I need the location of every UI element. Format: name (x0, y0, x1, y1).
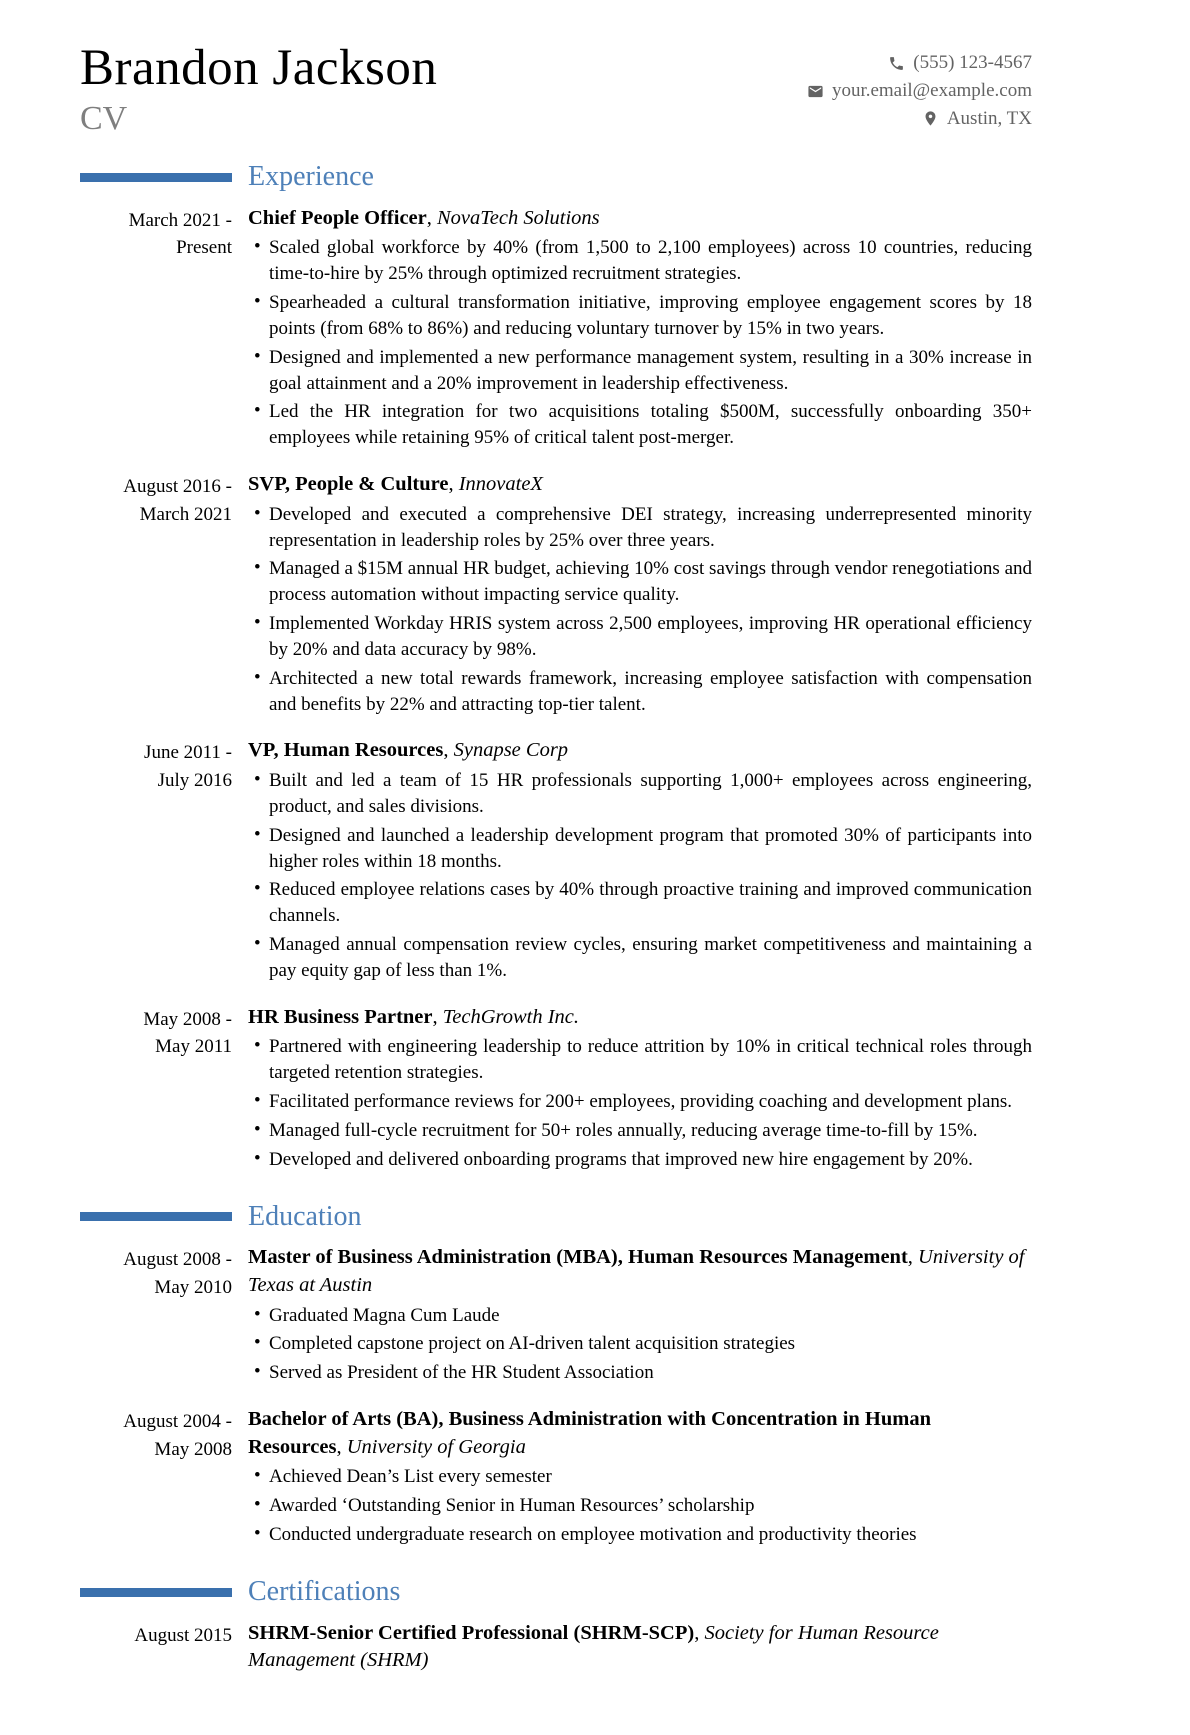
entry-bullet-list (248, 502, 1032, 718)
entry-date-line: Present (176, 237, 232, 259)
entry-dates (80, 471, 232, 720)
entry-date-line: August 2015 (134, 1624, 232, 1646)
entry (80, 1406, 1032, 1551)
entry-bullet: • Implemented Workday HRIS system across 2,500 employees, improving HR operational efficiency by 20% and data accuracy by 98%. (248, 611, 1032, 663)
entry-title (248, 1620, 1032, 1675)
contact-phone-text: (555) 123-4567 (913, 52, 1032, 73)
document-body (80, 162, 1032, 1678)
email-icon (807, 83, 824, 100)
entry-dates (80, 737, 232, 986)
entry-dates (80, 1004, 232, 1176)
cv-subtitle: CV (80, 100, 128, 138)
entry-role: Bachelor of Arts (BA), Business Administration with Concentration in Human Resources (248, 1408, 932, 1458)
entry (80, 1244, 1032, 1389)
entry-title (248, 1406, 1032, 1461)
section-header-experience (80, 162, 1032, 193)
contact-email (807, 80, 1032, 103)
entry-date-line: August 2004 - (123, 1411, 232, 1433)
section-header-education (80, 1202, 1032, 1233)
entry-bullet: • Designed and implemented a new performance management system, resulting in a 30% increase in goal attainment and a 20% improvement in leadership effectiveness. (248, 345, 1032, 397)
entry-date-line: May 2008 (154, 1438, 232, 1460)
entry-title (248, 205, 1032, 233)
entry-content (248, 205, 1032, 454)
entry-date-line: June 2011 - (144, 742, 232, 764)
entry-role: HR Business Partner (248, 1005, 433, 1028)
entry-date-line: August 2016 - (123, 476, 232, 498)
entry-role: SVP, People & Culture (248, 473, 449, 496)
contact-location (807, 108, 1032, 131)
section-title: Certifications (248, 1575, 401, 1607)
contact-email-text: your.email@example.com (831, 79, 1032, 101)
entry-bullet: • Built and led a team of 15 HR professionals supporting 1,000+ employees across engineering, product, and sales divisions. (248, 768, 1032, 820)
entry-dates (80, 1244, 232, 1389)
contact-location-text: Austin, TX (946, 107, 1032, 129)
cv-header (80, 42, 1032, 136)
section-education (80, 1202, 1032, 1551)
entry-organization: University of Texas at Austin (248, 1246, 1025, 1296)
section-certifications (80, 1577, 1032, 1678)
entry-title (248, 737, 1032, 765)
entry-date-line: March 2021 (139, 503, 232, 525)
entry-bullet: • Led the HR integration for two acquisitions totaling $500M, successfully onboarding 350+ employees while retaining 95% of critical talent post-merger. (248, 399, 1032, 451)
location-icon (922, 110, 939, 127)
entry-dates (80, 205, 232, 454)
entry-bullet: • Served as President of the HR Student Association (248, 1360, 1032, 1386)
section-rule (80, 173, 232, 182)
section-rule (80, 1588, 232, 1597)
entry-date-line: May 2008 - (143, 1008, 232, 1030)
entry-date-line: May 2011 (155, 1036, 232, 1058)
phone-icon (888, 55, 905, 72)
entry-content (248, 737, 1032, 986)
entry-bullet-list (248, 768, 1032, 984)
entry-bullet: • Conducted undergraduate research on employee motivation and productivity theories (248, 1522, 1032, 1548)
entry-bullet: • Reduced employee relations cases by 40% through proactive training and improved communication channels. (248, 877, 1032, 929)
entry-bullet: • Scaled global workforce by 40% (from 1,500 to 2,100 employees) across 10 countries, reducing time-to-hire by 25% through optimized recruitment strategies. (248, 235, 1032, 287)
entry-bullet: • Facilitated performance reviews for 200+ employees, providing coaching and development plans. (248, 1089, 1032, 1115)
entry-organization: Society for Human Resource Management (SHRM) (248, 1621, 939, 1672)
entry-organization: InnovateX (458, 473, 543, 496)
section-header-certifications (80, 1577, 1032, 1608)
entry-bullet-list (248, 1464, 1032, 1547)
entry-bullet: • Awarded ‘Outstanding Senior in Human Resources’ scholarship (248, 1493, 1032, 1519)
entry-title-separator: , (336, 1435, 347, 1458)
section-rule (80, 1212, 232, 1221)
entry-role: Chief People Officer (248, 206, 427, 229)
entry-content (248, 1620, 1032, 1678)
entry-date-line: August 2008 - (123, 1249, 232, 1271)
entry (80, 1004, 1032, 1176)
entry-bullet-list (248, 1303, 1032, 1386)
entry-bullet: • Spearheaded a cultural transformation initiative, improving employee engagement scores by 18 points (from 68% to 86%) and reducing voluntary turnover by 15% in two years. (248, 290, 1032, 342)
entry-bullet: • Achieved Dean’s List every semester (248, 1464, 1032, 1490)
entry-content (248, 1004, 1032, 1176)
entry-title-separator: , (432, 1005, 443, 1028)
entry-title-separator: , (426, 206, 437, 229)
entry-organization: University of Georgia (346, 1435, 526, 1458)
entry-date-line: July 2016 (157, 769, 232, 791)
entry-organization: TechGrowth Inc. (442, 1005, 580, 1028)
entry-bullet-list (248, 1034, 1032, 1172)
entry (80, 1620, 1032, 1678)
section-experience (80, 162, 1032, 1176)
entry-role: Master of Business Administration (MBA), Human Resources Management (248, 1246, 908, 1269)
entry-role: SHRM-Senior Certified Professional (SHRM-SCP) (248, 1621, 695, 1644)
entry-title (248, 1244, 1032, 1299)
entry-dates (80, 1620, 232, 1678)
entry-bullet: • Completed capstone project on AI-driven talent acquisition strategies (248, 1331, 1032, 1357)
entry-title (248, 1004, 1032, 1032)
entry-bullet: • Managed full-cycle recruitment for 50+ roles annually, reducing average time-to-fill by 15%. (248, 1118, 1032, 1144)
entry-bullet: • Developed and executed a comprehensive DEI strategy, increasing underrepresented minority representation in leadership roles by 25% over three years. (248, 502, 1032, 554)
entry-bullet: • Architected a new total rewards framework, increasing employee satisfaction with compensation and benefits by 22% and attracting top-tier talent. (248, 666, 1032, 718)
entry-title-separator: , (448, 473, 459, 496)
entry (80, 471, 1032, 720)
identity-block (80, 42, 437, 136)
entry-dates (80, 1406, 232, 1551)
entry-organization: NovaTech Solutions (436, 206, 600, 229)
entry-bullet: • Graduated Magna Cum Laude (248, 1303, 1032, 1329)
entry-role: VP, Human Resources (248, 739, 444, 762)
entry-bullet: • Designed and launched a leadership development program that promoted 30% of participants into higher roles within 18 months. (248, 823, 1032, 875)
entry-bullet: • Managed a $15M annual HR budget, achieving 10% cost savings through vendor renegotiations and process automation without impacting service quality. (248, 556, 1032, 608)
entry-title-separator: , (694, 1621, 705, 1644)
person-name: Brandon Jackson (80, 40, 438, 96)
entry-organization: Synapse Corp (453, 739, 569, 762)
section-title: Education (248, 1200, 362, 1232)
entry-bullet: • Partnered with engineering leadership to reduce attrition by 10% in critical technical roles through targeted retention strategies. (248, 1034, 1032, 1086)
contact-block (807, 52, 1032, 130)
section-title: Experience (248, 161, 374, 193)
entry-content (248, 1244, 1032, 1389)
entry-title-separator: , (443, 739, 454, 762)
entry (80, 205, 1032, 454)
entry-date-line: March 2021 - (128, 209, 232, 231)
entry (80, 737, 1032, 986)
contact-phone (807, 52, 1032, 75)
entry-bullet-list (248, 235, 1032, 451)
entry-date-line: May 2010 (154, 1276, 232, 1298)
entry-content (248, 1406, 1032, 1551)
entry-bullet: • Managed annual compensation review cycles, ensuring market competitiveness and maintaining a pay equity gap of less than 1%. (248, 932, 1032, 984)
entry-bullet: • Developed and delivered onboarding programs that improved new hire engagement by 20%. (248, 1147, 1032, 1173)
entry-title (248, 471, 1032, 499)
entry-title-separator: , (907, 1246, 919, 1269)
entry-content (248, 471, 1032, 720)
